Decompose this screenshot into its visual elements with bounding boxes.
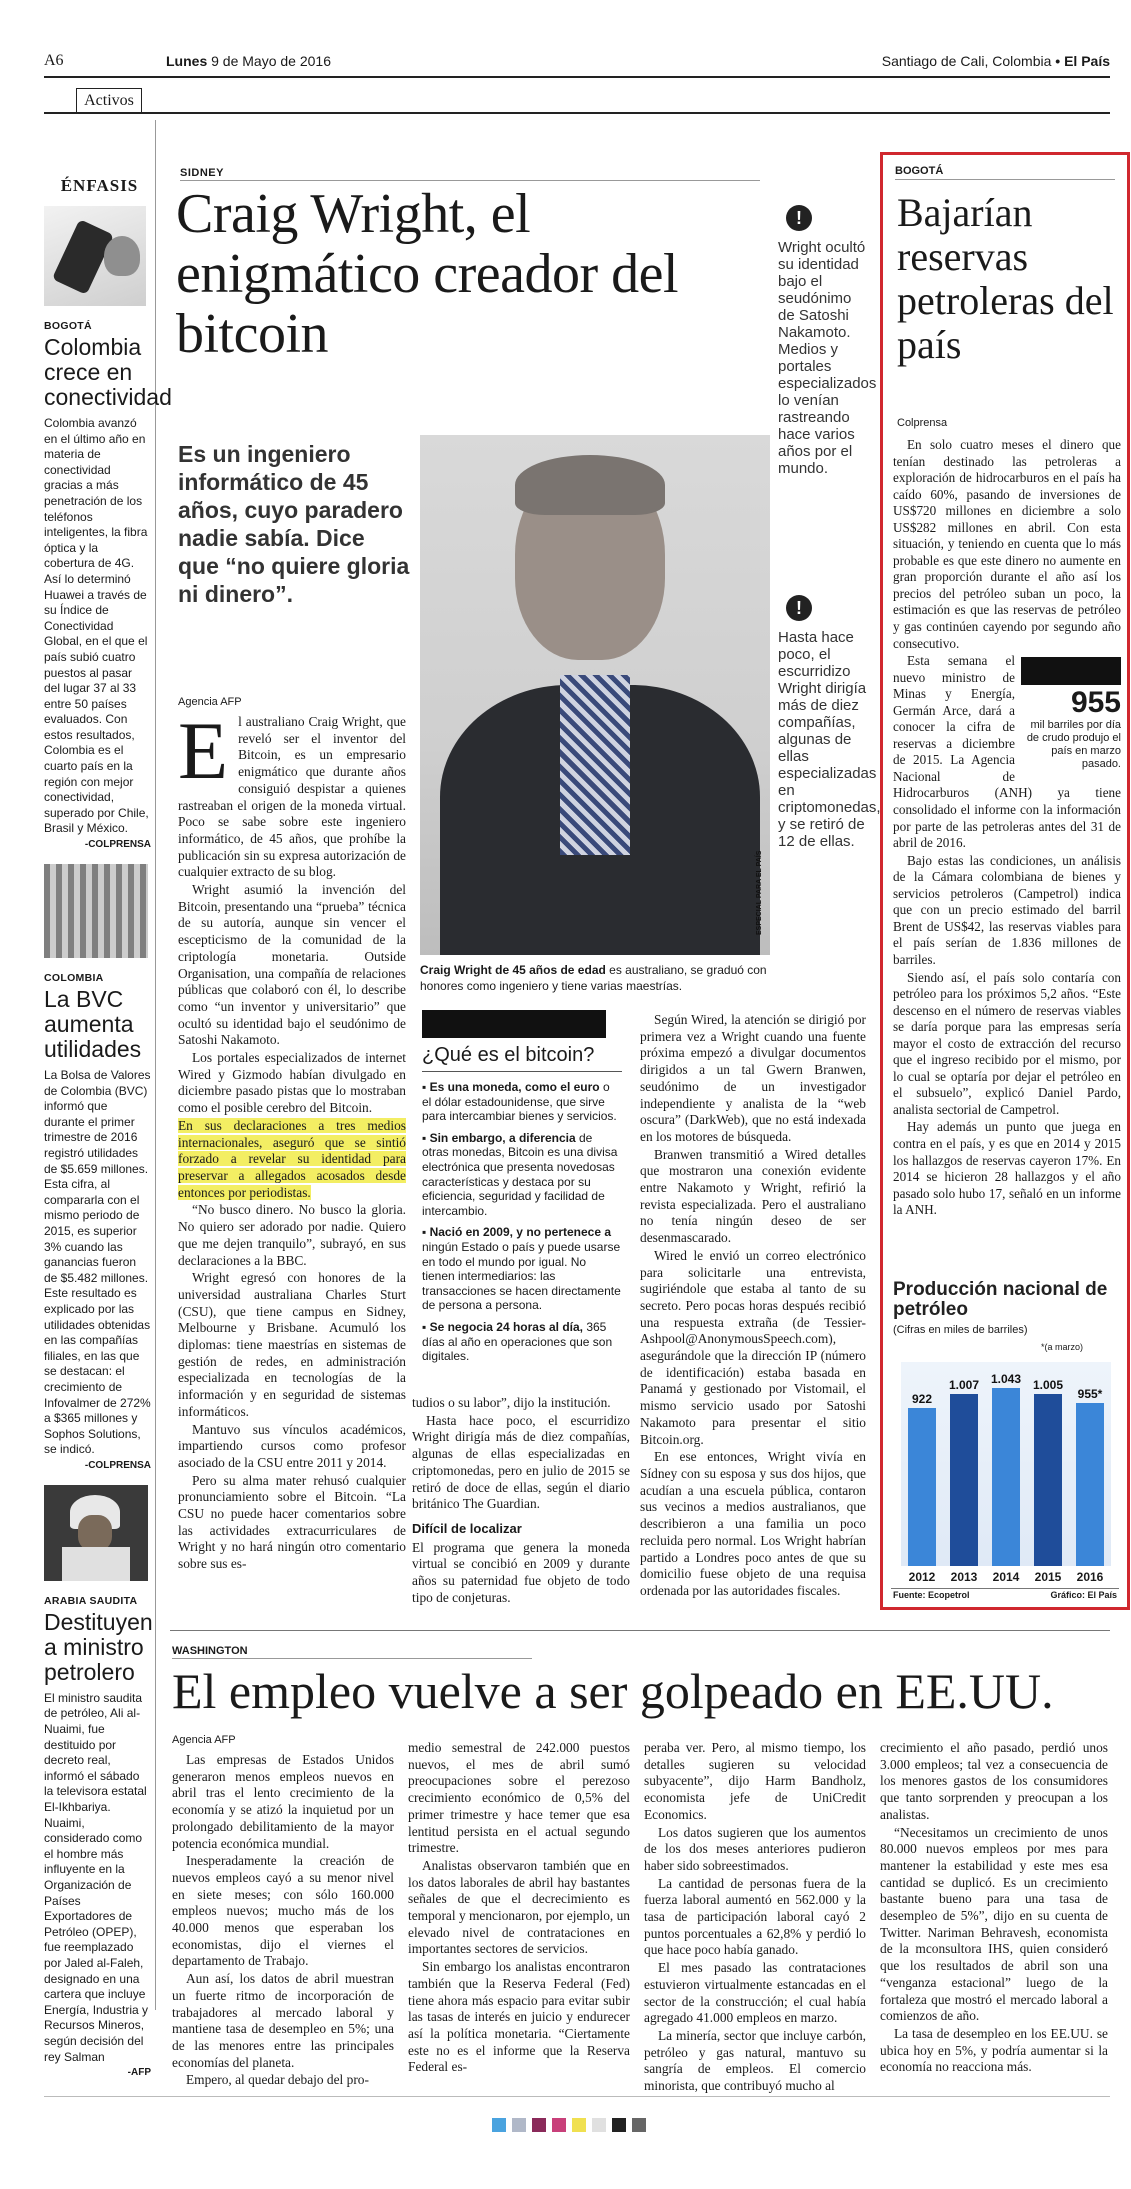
page-number: A6 [44,52,64,69]
info-item-3: ▪ Nació en 2009, y no pertenece a ningún Estado o país y puede usarse en todo el mundo por igual. No tienen intermediarios: las transacciones se hacen directamente de persona a persona. [422,1225,621,1313]
photo-caption [420,962,770,994]
bottom-top-rule [170,1630,1110,1631]
sidebar-item-2-title: La BVC aumenta utilidades [44,986,142,1063]
main-p14: En ese entonces, Wright vivía en Sídney con su esposa y sus dos hijos, que acudían a una escuela pública, contaron sus vecinos a medios australianos, que describieron a una familia un poco recluida pero normal. Los Wright habrían partido a Londres poco antes de que su domicilio fuese objeto de una requisa ordenada por las autoridades fiscales. [640,1449,866,1598]
sidebar-item-2-kicker: COLOMBIA [44,972,104,985]
main-subhead: Difícil de localizar [412,1520,522,1536]
right-p1: En solo cuatro meses el dinero que tenían destinado las petroleras a exploración de hidrocarburos en el país ha caído 60%, pasando de inversiones de US$720 millones en diciembre a solo US$282 millones en abril. Con esta situación, y teniendo en cuenta que lo más probable es que este dinero no aumente en gran proporción durante el año así los precios del petróleo suban un poco, la estimación es que las reservas de petróleo y gas continúen cayendo por segundo año consecutivo. [893,437,1121,651]
page-header [44,50,1110,72]
sidebar-image-market [44,864,148,958]
main-p8: Pero su alma mater rehusó cualquier pronunciamiento sobre el Bitcoin. “La CSU no puede hacer comentarios sobre las actividades extracurriculares de Wright y no hará ningún otro comentario sobre sus es- [178,1472,406,1572]
oil-chart [891,1280,1119,1600]
right-body [893,437,1121,1220]
main-p9: Hasta hace poco, el escurridizo Wright dirigía más de diez compañías, algunas de ellas especializadas en criptomonedas, pero en julio de 2015 se retiró de doce de ellas, según el diario británico The Guardian. [412,1412,630,1512]
right-kicker: BOGOTÁ [895,165,944,177]
header-city: Santiago de Cali, Colombia [881,53,1052,69]
main-p8-cont: tudios o su labor”, dijo la institución. [412,1395,611,1410]
main-col-1 [178,705,406,1574]
sidebar-item-3 [44,1595,155,2078]
info-item-4-bold: Se negocia 24 horas al día, [429,1319,583,1334]
right-agency: Colprensa [897,417,948,429]
chart-year-label: 2013 [950,1570,978,1584]
main-p1-text: l australiano Craig Wright, que reveló ser el inventor del Bitcoin, es un empresario enigmático que durante años consiguió despistar a quienes rastreaban el origen de la moneda virtual. Poco se sabe sobre este ingeniero informático, de 45 años, que prohíbe la publicación sin su expresa autorización de cualquier extracto de su blog. [178,714,406,880]
header-sep: • [1055,53,1061,69]
bottom-paragraph: crecimiento el año pasado, perdió unos 3.000 empleos; tal vez a consecuencia de los menores gastos de los consumidores que tanto sorprenden y preocupan a los analistas. [880,1740,1108,1822]
right-p2: Esta semana el nuevo ministro de Minas y Energía, Germán Arce, dará a conocer la cifra de reservas a diciembre de 2015. La Agencia Nacional de Hidrocarburos (ANH) ya tiene consolidado el informe con la información por parte de las petroleras antes del 31 de abril de 2016. [893,653,1121,851]
header-date [166,53,331,69]
info-item-4-rest: 365 días al año en operaciones que son digitales. [422,1319,613,1364]
chart-year-label: 2016 [1076,1570,1104,1584]
info-item-3-bold: Nació en 2009, y no pertenece a [429,1225,612,1240]
page-bottom-rule [44,2096,1110,2097]
main-p2: Wright asumió la invención del Bitcoin, presentando una “prueba” técnica de su autoría, aunque sin vencer el escepticismo de la comunidad de la criptología monetaria. Outside Organisation, una compañía de relaciones públicas que colaboró con él, lo describe como “un inventor y universitario” que ocultó su identidad bajo el seudónimo de Satoshi Nakamoto. [178,882,406,1048]
bottom-col-4 [880,1740,1108,2077]
photo-credit: ESPECIAL PARA EL PAÍS [756,850,763,935]
sidebar-item-1-title: Colombia crece en conectividad [44,334,172,410]
right-p3: Bajo estas las condiciones, un análisis de la Cámara colombiana de bienes y servicios petroleros (Campetrol) indica que con un precio estimado del barril Brent de US$42, las reservas viables para el país serían de 1.836 millones de barriles. [893,852,1121,967]
sidebar-item-3-kicker: ARABIA SAUDITA [44,1594,138,1607]
header-date-rest: 9 de Mayo de 2016 [211,53,331,69]
bottom-col-1 [172,1752,394,2090]
info-box-title: ¿Qué es el bitcoin? [422,1044,595,1066]
bottom-paragraph: El mes pasado las contrataciones estuvieron virtualmente estancadas en el sector de la construcción; el cual había agregado 41.000 empleos en marzo. [644,1960,866,2026]
pull-quote-1 [778,205,877,477]
main-p6: Wright egresó con honores de la universidad australiana Charles Sturt (CSU), que tiene campus en Sidney, Melbourne y Brisbane. Acumuló los diplomas: tiene maestrías en sistemas de gestión de redes, en administración especializada en tecnologías de la información y en seguridad de sistemas informáticos. [178,1270,406,1419]
info-box-rule [422,1071,622,1072]
stat-box [1021,657,1121,771]
highlighted-quote: En sus declaraciones a tres medios internacionales, aseguró que se sintió forzado a revelar su identidad para preservar a allegados acosados desde entonces por periodistas. [178,1117,406,1200]
bottom-headline: El empleo vuelve a ser golpeado en EE.UU. [172,1663,1054,1719]
bottom-paragraph: Los datos sugieren que los aumentos de los dos meses anteriores pudieron haber sido sobreestimados. [644,1824,866,1873]
right-p4: Siendo así, el país solo contaría con petróleo para los próximos 5,2 años. “Este descenso en el número de reservas viables se daría porque para las empresas sería mayor el costo de extracción del recurso que el ingreso recibido por el mismo, por lo cual se optaría por dejar el petróleo en el subsuelo”, explicó Daniel Pardo, analista sectorial de Campetrol. [893,969,1121,1117]
chart-source: Fuente: Ecopetrol [893,1590,970,1600]
header-date-day: Lunes [166,53,208,69]
bottom-agency: Agencia AFP [172,1734,236,1746]
main-kicker-rule [180,180,760,181]
info-item-2: ▪ Sin embargo, a diferencia de otras monedas, Bitcoin es una divisa electrónica que presenta novedosas características y destaca por su eficiencia, seguridad y facilidad de intercambio. [422,1130,618,1218]
bottom-paragraph: Empero, al quedar debajo del pro- [186,2072,369,2088]
main-p7: Mantuvo sus vínculos académicos, impartiendo cursos como profesor asociado de la CSU entre 2011 y 2014. [178,1421,406,1470]
stat-bar [1021,657,1121,685]
bottom-paragraph: “Necesitamos un crecimiento de unos 80.000 nuevos empleos por mes para mantener la estabilidad y este mes esa cantidad se duplicó. Es un crecimiento bastante bueno para una tasa de desempleo de 5%”, dijo en su cuenta de Twitter. Nariman Behravesh, economista de la mconsultora IHS, quien consideró que los resultados de abril son una “venganza estacional” luego de la fortaleza que mostró el mercado laboral a comienzos de año. [880,1824,1108,2024]
section-rule [44,112,1110,114]
info-item-1-rest: o el dólar estadounidense, que sirve para intercambiar bienes y servicios. [422,1080,617,1124]
section-tab [76,88,142,112]
bottom-paragraph: peraba ver. Pero, al mismo tiempo, los detalles sugieren su velocidad subyacente”, dijo Harm Bandholz, economista jefe de UniCredit Economics. [644,1740,866,1822]
info-box-bar [422,1010,606,1038]
main-col-3 [640,1012,866,1601]
sidebar-item-2-body: La Bolsa de Valores de Colombia (BVC) informó que durante el primer trimestre de 2016 registró utilidades de $5.659 millones. Esta cifra, al compararla con el mismo periodo de 2015, es superior 3% cuando las ganancias fueron de $5.482 millones. Este resultado es explicado por las utilidades obtenidas en las compañías filiales, en las que se destacan: el crecimiento de Infovalmer de 272% a $365 millones y Sophos Solutions, se indicó. [44,1068,151,1457]
info-item-4: ▪ Se negocia 24 horas al día, 365 días al año en operaciones que son digitales. [422,1319,613,1364]
photo-caption-bold: Craig Wright de 45 años de edad [420,963,606,977]
bottom-paragraph: Analistas observaron también que en los datos laborales de abril hay bastantes señales de que el decrecimiento es temporal y mencionaron, por ejemplo, un elevado nivel de contrataciones en importantes sectores de servicios. [408,1857,630,1957]
right-kicker-rule [895,179,1115,180]
chart-value-label: 1.007 [948,1377,979,1392]
chart-year-label: 2012 [908,1570,936,1584]
bottom-kicker: WASHINGTON [172,1645,248,1657]
main-p10: El programa que genera la moneda virtual se concibió en 2009 y durante años su paternidad fue objeto de todo tipo de conjeturas. [412,1539,630,1605]
header-rule [44,76,1110,78]
sidebar-item-1 [44,320,172,851]
stat-value: 955 [1070,686,1121,720]
right-headline: Bajarían reservas petroleras del país [897,190,1114,367]
chart-plot-area [901,1362,1111,1584]
section-label: Activos [84,92,134,109]
bottom-paragraph: Sin embargo los analistas encontraron también que la Reserva Federal (Fed) tiene ahora más espacio para evitar subir las tasas de interés en juicio y endurecer así la política monetaria. “Ciertamente este no es el informe que la Reserva Federal es- [408,1959,630,2075]
main-col-2 [412,1395,630,1607]
info-item-2-bold: Sin embargo, a diferencia [429,1130,576,1145]
sidebar-item-1-sign: -COLPRENSA [84,839,151,851]
bottom-paragraph: La cantidad de personas fuera de la fuerza laboral aumentó en 562.000 y la tasa de participación laboral cayó 2 puntos porcentuales a 62,8% y perdió lo que hace poco había ganado. [644,1875,866,1958]
main-headline: Craig Wright, el enigmático creador del bitcoin [176,183,679,365]
chart-bar [1076,1403,1105,1566]
sidebar [44,120,172,2079]
bottom-col-3 [644,1740,866,2096]
sidebar-title: ÉNFASIS [60,176,139,195]
main-p3: Los portales especializados de internet Wired y Gizmodo habían divulgado en diciembre pasado pistas que lo mostraban como el posible cerebro del Bitcoin. [178,1050,406,1116]
bottom-paragraph: Aun así, los datos de abril muestran un fuerte ritmo de incorporación de trabajadores al mercado laboral y mantiene tasa de desempleo en 5%; una de las menores entre las principales economías del planeta. [172,1971,394,2070]
main-kicker: SIDNEY [180,167,224,179]
sidebar-item-3-sign: -AFP [127,2067,151,2079]
main-p11: Según Wired, la atención se dirigió por primera vez a Wright cuando una fuente próxima empezó a divulgar documentos dirigidos a un tal Gwern Branwen, seudónimo de un investigador independiente y analista de la “web oscura” (DarkWeb), que no está indexada en los motores de búsqueda. [640,1012,866,1144]
info-item-1: ▪ Es una moneda, como el euro o el dólar estadounidense, que sirve para intercambiar bienes y servicios. [422,1080,617,1124]
color-registration-bar [492,2118,646,2132]
bottom-paragraph: Inesperadamente la creación de nuevos empleos cayó a su menor nivel en siete meses; con sólo 160.000 empleos nuevos; mucho más de los 40.000 menos que esperaban los economistas, dijo el viernes el departamento de Trabajo. [172,1853,394,1969]
info-box [422,1010,622,1371]
bottom-paragraph: medio semestral de 242.000 puestos nuevos, el mes de abril sumó preocupaciones sobre el perezoso crecimiento económico de 0,5% del primer trimestre y hace temer que esa lentitud persista en el actual segundo trimestre. [408,1740,630,1856]
sidebar-item-2 [44,972,155,1471]
pull-quote-2 [778,595,881,850]
info-item-1-bold: Es una moneda, como el euro [429,1080,600,1094]
exclamation-icon: ! [786,205,812,231]
chart-bar [908,1408,937,1566]
sidebar-item-1-kicker: BOGOTÁ [44,320,92,332]
sidebar-item-2-sign: -COLPRENSA [84,1459,151,1471]
pull-quote-2-text: Hasta hace poco, el escurridizo Wright dirigía más de diez compañías, algunas de ellas especializadas en criptomonedas, y se retiró de 12 de ellas. [778,629,881,850]
stat-text: mil barriles por día de crudo produjo el país en marzo pasado. [1026,719,1121,771]
chart-note: *(a marzo) [1041,1342,1084,1352]
exclamation-icon: ! [786,595,812,621]
bottom-paragraph: La tasa de desempleo en los EE.UU. se ubica hoy en 5%, y podría aumentar si la economía no reacciona más. [880,2025,1108,2075]
sidebar-item-3-title: Destituyen a ministro petrolero [44,1608,153,1685]
photo-caption-rest: es australiano, se graduó con honores como ingeniero y tiene varias maestrías. [420,963,767,993]
pull-quote-1-text: Wright ocultó su identidad bajo el seudónimo de Satoshi Nakamoto. Medios y portales especializados lo venían rastreando hace varios años por el mundo. [778,239,877,477]
chart-bar [950,1394,979,1566]
chart-credit: Gráfico: El País [1050,1590,1117,1600]
main-p4 [178,1118,406,1202]
header-paper: El País [1064,53,1110,69]
main-p5: “No busco dinero. No busco la gloria. No quiero ser adorado por nadie. Quiero que me dejen tranquilo”, subrayó, en sus declaraciones a la BBC. [178,1202,406,1268]
chart-year-label: 2014 [992,1570,1020,1584]
chart-title: Producción nacional de petróleo [893,1279,1108,1320]
chart-bar [992,1388,1021,1566]
bottom-paragraph: Las empresas de Estados Unidos generaron menos empleos nuevos en abril tras el lento crecimiento de la economía y se atizó la inquietud por un prolongado debilitamiento de la mayor potencia económica mundial. [172,1752,394,1851]
sidebar-image-minister [44,1485,148,1581]
main-p13: Wired le envió un correo electrónico para solicitarle una entrevista, sugiriéndole que estaba al tanto de su secreto. Pero pocas horas después recibió una respuesta extraña (de Tessier-Ashpool@AnonymousSpeech.com), asegurándole que la dirección IP (número de identificación) estaba basada en Panamá y gestionado por Vistomail, el mismo servicio usado por Satoshi Nakamoto para presentar el sitio Bitcoin.org. [640,1247,866,1447]
main-deck: Es un ingeniero informático de 45 años, cuyo paradero nadie sabía. Dice que “no quiere gloria ni dinero”. [178,441,410,607]
chart-value-label: 1.005 [1032,1378,1063,1393]
sidebar-image-phone [44,206,146,306]
wright-photo [420,435,770,955]
main-agency: Agencia AFP [178,696,242,708]
right-p5: Hay además un punto que juega en contra en el país, y es que en 2014 y 2015 los hallazgos de reservas cayeron 17%. En 2014 se hicieron 28 hallazgos y el año pasado solo hubo 17, señaló en un informe la ANH. [893,1119,1121,1218]
bottom-kicker-rule [172,1658,532,1659]
info-item-3-rest: ningún Estado o país y puede usarse en todo el mundo por igual. No tienen intermediarios: las transacciones se hacen directamente de persona a persona. [422,1239,621,1313]
bottom-col-2 [408,1740,630,2077]
main-p12: Branwen transmitió a Wired detalles que mostraron una conexión evidente entre Nakamoto y Wright, refirió la revista especializada. Pero el australiano no tenía ningún deseo de ser desenmascarado. [640,1146,866,1246]
drop-cap: E [178,705,229,796]
right-story-box [880,152,1130,1610]
chart-bar [1034,1394,1063,1566]
chart-value-label: 1.043 [990,1371,1021,1386]
chart-value-label: 955* [1077,1386,1103,1401]
sidebar-item-3-body: El ministro saudita de petróleo, Ali al-Nuaimi, fue destituido por decreto real, informó el sábado la televisora estatal El-Ikhbariya. Nuaimi, considerado como el hombre más influyente en la Organización de Países Exportadores de Petróleo (OPEP), fue reemplazado por Jaled al-Faleh, designado en una cartera que incluye Energía, Industria y Recursos Mineros, según decisión del rey Salman [44,1690,149,2064]
sidebar-item-1-body: Colombia avanzó en el último año en materia de conectividad gracias a más penetración de los teléfonos inteligentes, la fibra óptica y la cobertura de 4G. Así lo determinó Huawei a través de su Índice de Conectividad Global, en el que el país subió cuatro puestos al pasar del lugar 37 al 33 entre 50 países evaluados. Con estos resultados, Colombia es el cuarto país en la región con mejor conectividad, superado por Chile, Brasil y México. [44,416,149,836]
chart-value-label: 922 [911,1392,932,1407]
main-p1 [178,705,406,881]
chart-footer-rule [891,1588,1119,1589]
chart-subtitle: (Cifras en miles de barriles) [893,1324,1028,1336]
info-item-2-rest: de otras monedas, Bitcoin es una divisa electrónica que presenta novedosas características y destaca por su eficiencia, seguridad y facilidad de intercambio. [422,1130,618,1218]
bottom-paragraph: La minería, sector que incluye carbón, petróleo y gas natural, mantuvo su sangría de empleos. El comercio minorista, que contribuyó mucho al [644,2027,866,2094]
chart-year-label: 2015 [1034,1570,1062,1584]
header-place [882,53,1110,69]
